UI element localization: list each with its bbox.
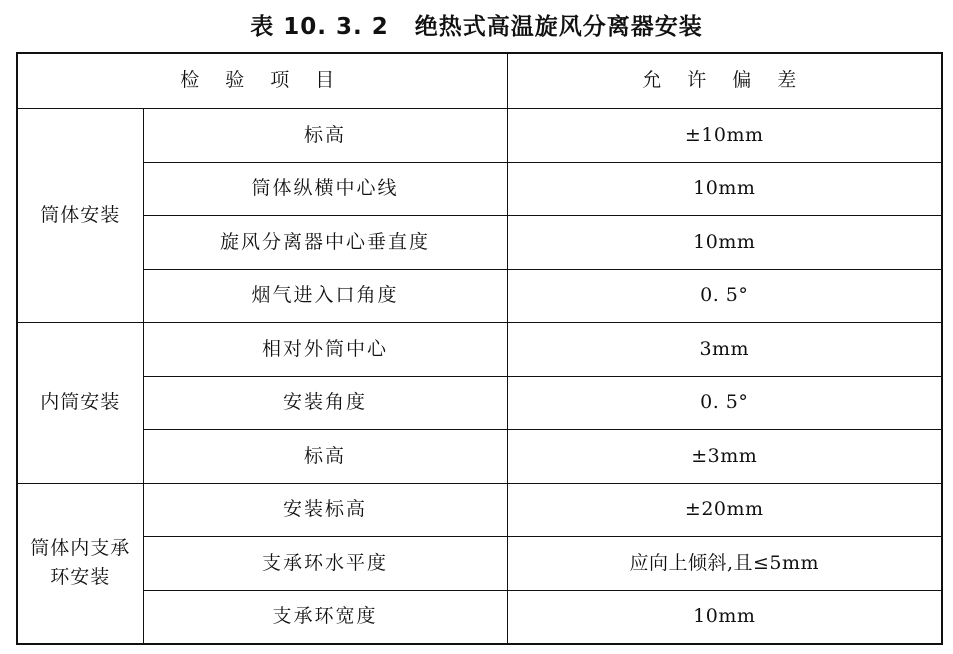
- tolerance-value: ±10mm: [507, 109, 942, 163]
- table-number: 表 10. 3. 2: [250, 14, 389, 40]
- table-row: [17, 430, 942, 484]
- table-row: [17, 109, 942, 163]
- group-label-support-ring-installation: 筒体内支承环安装: [17, 483, 143, 644]
- header-inspection-item: 检 验 项 目: [17, 53, 507, 109]
- item-label: 安装标高: [143, 483, 507, 537]
- item-label: 标高: [143, 430, 507, 484]
- table-row: [17, 590, 942, 644]
- tolerance-value: 3mm: [507, 323, 942, 377]
- group-label-shell-installation: 筒体安装: [17, 109, 143, 323]
- tolerance-value: 10mm: [507, 590, 942, 644]
- tolerance-value: ±3mm: [507, 430, 942, 484]
- group-label-inner-cylinder-installation: 内筒安装: [17, 323, 143, 484]
- table-row: [17, 323, 942, 377]
- tolerance-value: 0. 5°: [507, 269, 942, 323]
- item-label: 筒体纵横中心线: [143, 162, 507, 216]
- item-label: 旋风分离器中心垂直度: [143, 216, 507, 270]
- table-row: [17, 376, 942, 430]
- tolerance-value: 0. 5°: [507, 376, 942, 430]
- item-label: 标高: [143, 109, 507, 163]
- table-row: [17, 537, 942, 591]
- item-label: 相对外筒中心: [143, 323, 507, 377]
- header-row: [17, 53, 942, 109]
- table-row: [17, 162, 942, 216]
- item-label: 支承环宽度: [143, 590, 507, 644]
- table-row: [17, 216, 942, 270]
- table-row: [17, 269, 942, 323]
- inspection-tolerance-table: [16, 52, 943, 645]
- item-label: 支承环水平度: [143, 537, 507, 591]
- tolerance-value: 10mm: [507, 162, 942, 216]
- table-caption: 绝热式高温旋风分离器安装: [414, 14, 703, 40]
- table-title: [0, 8, 953, 41]
- item-label: 安装角度: [143, 376, 507, 430]
- tolerance-value: ±20mm: [507, 483, 942, 537]
- table-row: [17, 483, 942, 537]
- tolerance-value: 10mm: [507, 216, 942, 270]
- tolerance-value: 应向上倾斜,且≤5mm: [507, 537, 942, 591]
- header-allowed-deviation: 允 许 偏 差: [507, 53, 942, 109]
- item-label: 烟气进入口角度: [143, 269, 507, 323]
